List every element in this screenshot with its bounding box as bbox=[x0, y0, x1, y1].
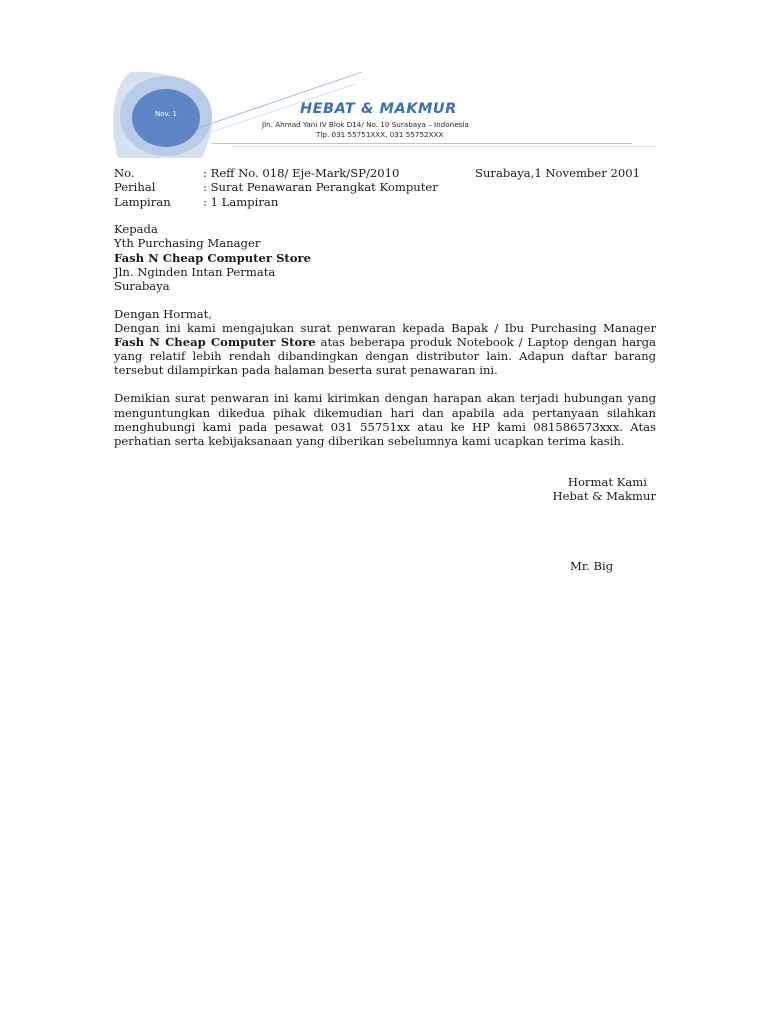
closing-salutation: Hormat Kami bbox=[567, 475, 647, 489]
meta-row-attachment bbox=[114, 195, 438, 209]
logo-badge-text: Nov. 1 bbox=[154, 110, 178, 118]
letter-date: Surabaya,1 November 2001 bbox=[475, 166, 640, 180]
company-address: Jln. Ahmad Yani IV Blok D14/ No. 10 Surabaya – Indonesia bbox=[262, 120, 469, 129]
meta-row-number bbox=[114, 166, 438, 180]
meta-label: No. bbox=[114, 166, 135, 180]
greeting: Dengan Hormat, bbox=[114, 307, 212, 321]
meta-value: : 1 Lampiran bbox=[203, 194, 279, 209]
letterhead-divider bbox=[212, 143, 632, 144]
closing-company: Hebat & Makmur bbox=[552, 489, 656, 504]
recipient-company: Fash N Cheap Computer Store bbox=[114, 250, 312, 265]
company-name: HEBAT & MAKMUR bbox=[300, 101, 457, 117]
body-paragraph-2: Demikian surat penwaran ini kami kirimkan dengan harapan akan terjadi hubungan yang menguntungkan dikedua pihak dikemudian hari dan apabila ada pertanyaan silahkan menghubungi kami pada pesawat 031 55751xx atau ke HP kami 081586573xxx. Atas perhatian serta kebijaksanaan yang diberikan sebelumnya kami ucapkan terima kasih. bbox=[114, 391, 656, 448]
meta-value: : Reff No. 018/ Eje-Mark/SP/2010 bbox=[203, 166, 400, 180]
meta-value: : Surat Penawaran Perangkat Komputer bbox=[203, 180, 438, 195]
closing-block bbox=[520, 475, 656, 504]
body-paragraph-1 bbox=[114, 321, 656, 377]
letter-meta bbox=[114, 166, 438, 209]
body-paragraph-1-text-end: atas beberapa produk Notebook / Laptop dengan harga yang relatif lebih rendah dibandingkan dengan distributor lain. Adapun daftar barang tersebut dilampirkan pada halaman beserta surat penawaran ini. bbox=[114, 335, 657, 378]
body-paragraph-1-text: Dengan ini kami mengajukan surat penwaran kepada Bapak / Ibu Purchasing Manager bbox=[114, 321, 656, 336]
recipient-attention: Yth Purchasing Manager bbox=[114, 236, 261, 251]
letter-body bbox=[114, 307, 656, 448]
recipient-block bbox=[114, 222, 311, 293]
signatory-name: Mr. Big bbox=[570, 559, 614, 573]
company-phone: Tlp. 031 55751XXX, 031 55752XXX bbox=[316, 130, 444, 139]
recipient-kepada: Kepada bbox=[114, 222, 158, 236]
meta-label: Lampiran bbox=[114, 194, 171, 209]
meta-label: Perihal bbox=[114, 180, 156, 195]
recipient-city: Surabaya bbox=[114, 279, 170, 294]
meta-row-subject bbox=[114, 180, 438, 194]
letterhead-divider-secondary bbox=[232, 146, 656, 147]
letterhead bbox=[0, 0, 768, 160]
body-paragraph-1-company: Fash N Cheap Computer Store bbox=[114, 335, 316, 350]
recipient-street: Jln. Nginden Intan Permata bbox=[114, 264, 276, 279]
